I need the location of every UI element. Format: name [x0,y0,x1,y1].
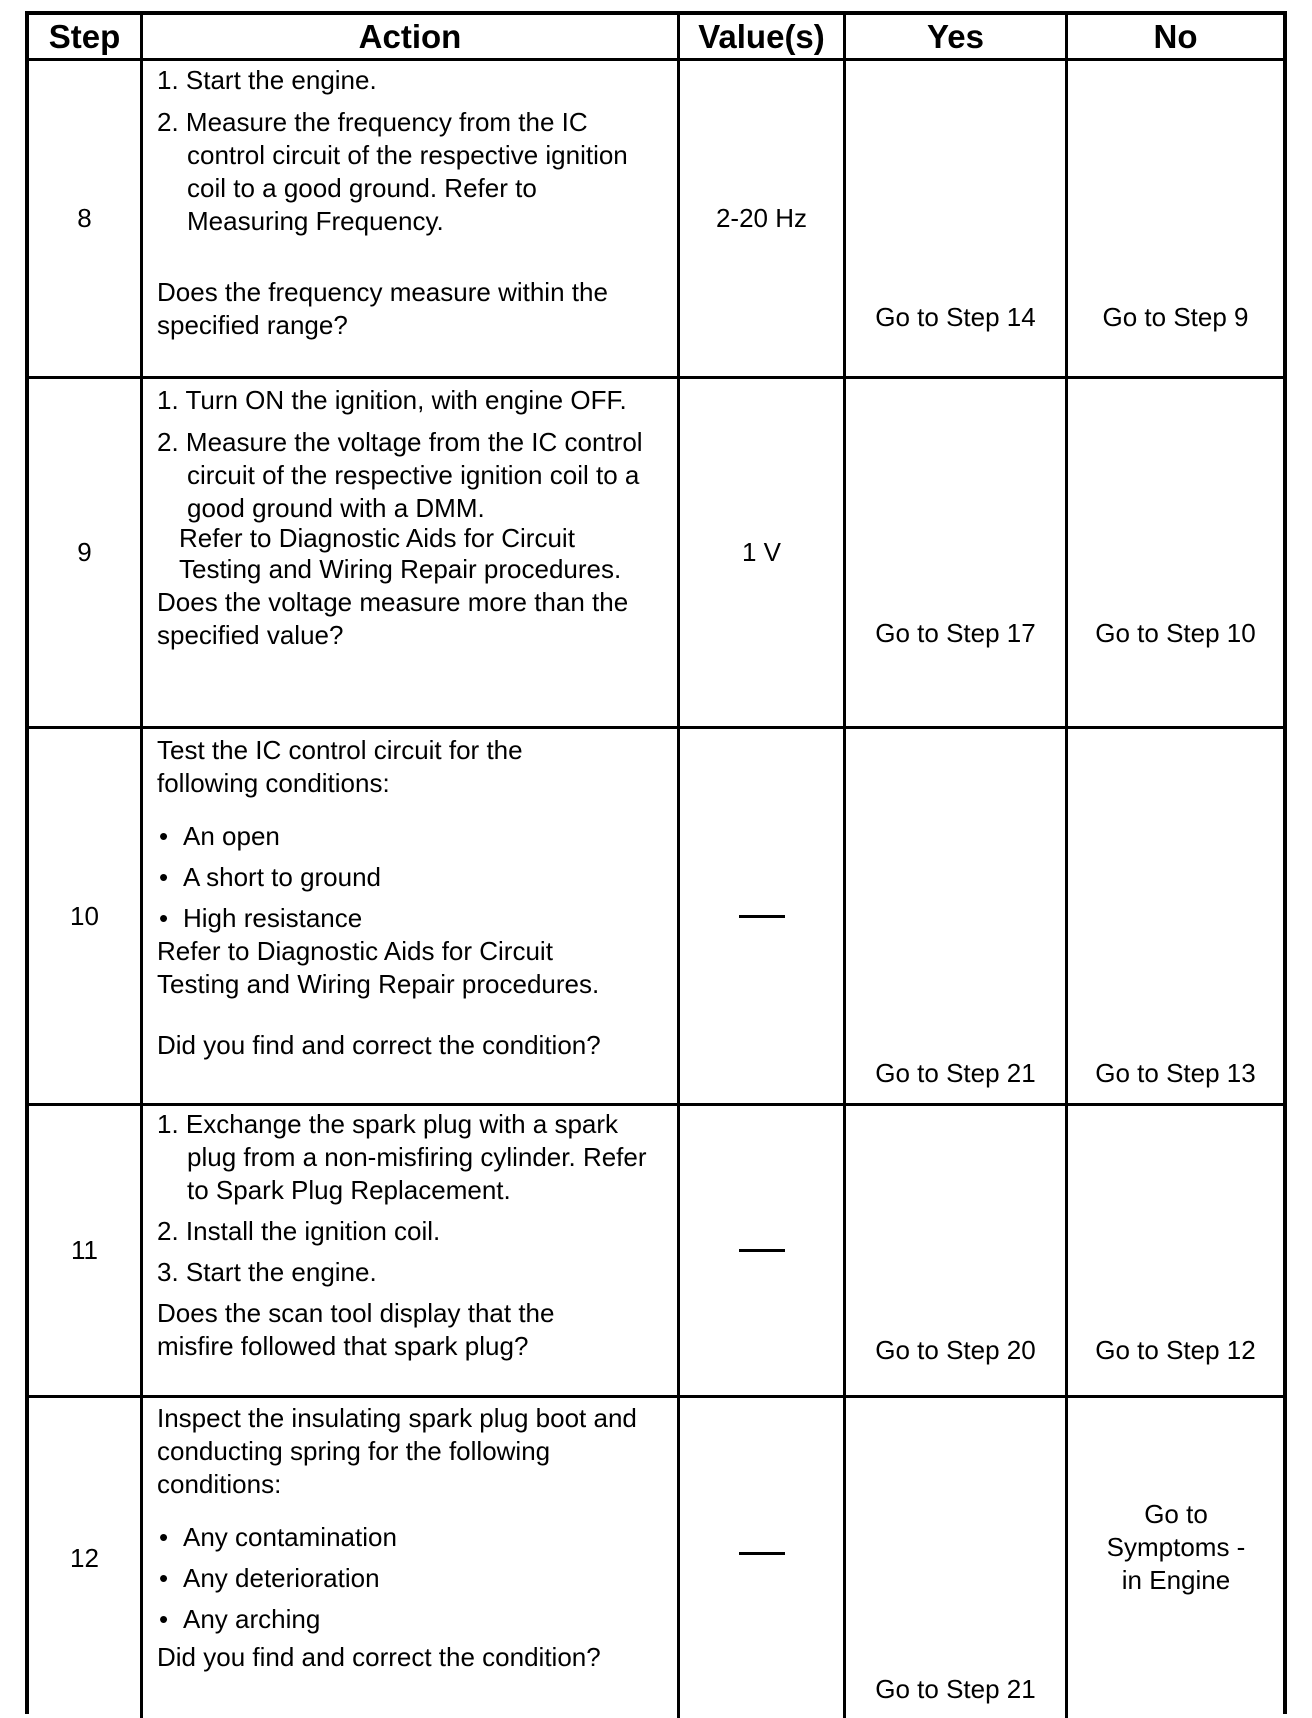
step-number: 11 [29,1106,143,1395]
action-intro: Inspect the insulating spark plug boot and conducting spring for the following conditions: [157,1403,637,1499]
value-cell [680,1106,846,1395]
table-row-step-8 [29,61,1283,379]
action-item: 1. Start the engine. [157,65,377,95]
bullet-item: • An open [159,821,280,851]
no-answer: Go to Step 10 [1095,618,1256,648]
action-cell [143,61,680,376]
bullet-item: • Any arching [159,1604,321,1634]
yes-cell [846,729,1068,1103]
action-item: 1. Exchange the spark plug with a spark plug from a non-misfiring cylinder. Refer to Spark Plug Replacement. [157,1109,647,1205]
header-action: Action [143,15,680,58]
step-number: 10 [29,729,143,1103]
no-value-dash [739,1249,785,1252]
yes-cell [846,1106,1068,1395]
no-answer: Go to Step 13 [1095,1058,1256,1088]
step-number: 8 [29,61,143,376]
action-intro: Test the IC control circuit for the following conditions: [157,735,523,798]
bullet-item: • A short to ground [159,862,382,892]
header-no: No [1153,17,1198,55]
action-cell [143,1106,680,1395]
table-row-step-10 [29,729,1283,1106]
header-values: Value(s) [680,15,846,58]
value-cell: 1 V [680,379,846,726]
no-answer: Go to Step 12 [1095,1335,1256,1365]
bullet-item: • High resistance [159,903,363,933]
table-row-step-11 [29,1106,1283,1398]
table-row-step-9 [29,379,1283,729]
diagnostic-table [25,11,1287,1714]
action-question: Does the frequency measure within the specified range? [157,277,608,340]
action-question: Does the voltage measure more than the specified value? [157,587,629,650]
action-item: 1. Turn ON the ignition, with engine OFF. [157,385,627,415]
no-cell [1068,729,1283,1103]
no-value-dash [739,1552,785,1555]
yes-cell [846,1398,1068,1718]
no-value-dash [739,915,785,918]
action-note: Refer to Diagnostic Aids for Circuit Testing and Wiring Repair procedures. [179,523,622,584]
action-question: Does the scan tool display that the misfire followed that spark plug? [157,1298,555,1361]
no-cell [1068,61,1283,376]
value-cell: 2-20 Hz [680,61,846,376]
step-number: 9 [29,379,143,726]
yes-answer: Go to Step 21 [875,1058,1036,1088]
action-item: 2. Install the ignition coil. [157,1216,441,1246]
yes-answer: Go to Step 21 [875,1674,1036,1704]
action-item: 3. Start the engine. [157,1257,377,1287]
action-cell [143,729,680,1103]
header-yes: Yes [846,15,1068,58]
action-item: 2. Measure the voltage from the IC control circuit of the respective ignition coil to a good ground with a DMM. [157,427,643,523]
action-question: Did you find and correct the condition? [157,1642,601,1672]
no-answer: Go to Step 9 [1102,302,1249,332]
table-row-step-12 [29,1398,1283,1718]
yes-answer: Go to Step 20 [875,1335,1036,1365]
action-item: 2. Measure the frequency from the IC control circuit of the respective ignition coil to a good ground. Refer to Measuring Frequency. [157,107,628,236]
yes-answer: Go to Step 17 [875,618,1036,648]
no-cell [1068,379,1283,726]
action-cell [143,379,680,726]
yes-cell [846,61,1068,376]
no-answer: Go to Symptoms - in Engine [1106,1499,1246,1595]
header-step: Step [29,15,143,58]
table-header-row [29,15,1283,61]
action-cell [143,1398,680,1718]
no-cell [1068,1398,1283,1718]
step-number: 12 [29,1398,143,1718]
value-cell [680,1398,846,1718]
bullet-item: • Any deterioration [159,1563,380,1593]
bullet-item: • Any contamination [159,1522,397,1552]
value-cell [680,729,846,1103]
yes-cell [846,379,1068,726]
yes-answer: Go to Step 14 [875,302,1036,332]
no-cell [1068,1106,1283,1395]
action-question: Did you find and correct the condition? [157,1030,601,1060]
action-note: Refer to Diagnostic Aids for Circuit Testing and Wiring Repair procedures. [157,936,600,999]
